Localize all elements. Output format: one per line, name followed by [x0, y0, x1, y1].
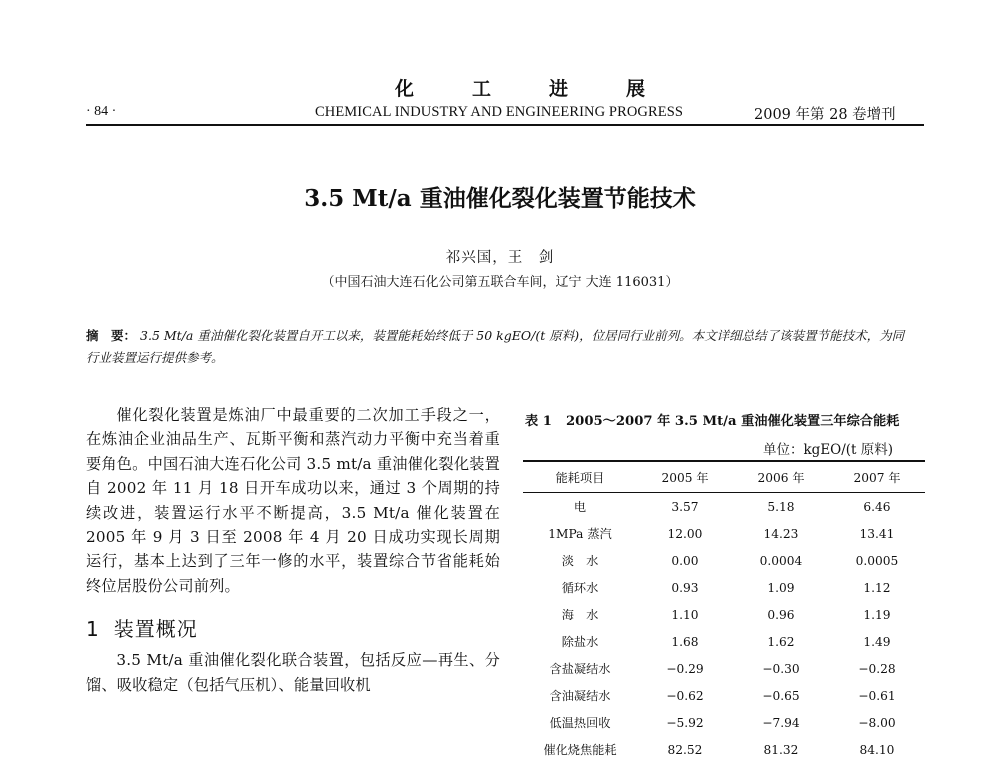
table-row: [523, 601, 925, 628]
journal-title-char: 进: [548, 78, 568, 100]
abstract-label: 摘 要：: [86, 328, 137, 343]
article-authors: 祁兴国，王 剑: [445, 250, 555, 266]
abstract-text: 3.5 Mt/a 重油催化裂化装置自开工以来，装置能耗始终低于 50 kgEO/(t 原料)，位居同行业前列。本文详细总结了该装置节能技术，为同行业装置运行提供参考。: [86, 328, 905, 365]
page-number: · 84 ·: [86, 104, 117, 119]
table-cell: 淡 水: [561, 554, 599, 568]
table-cell: 1.68: [671, 634, 699, 649]
table-cell: 低温热回收: [549, 716, 611, 730]
table-cell: 含盐凝结水: [549, 662, 611, 676]
table-caption: [525, 410, 899, 429]
table-cell: 82.52: [667, 742, 703, 757]
table-unit: 单位：kgEO/(t 原料): [763, 442, 894, 458]
table-row: [523, 493, 925, 521]
table-cell: −8.00: [858, 715, 896, 730]
table-cell: −0.29: [666, 661, 704, 676]
table-row: [523, 574, 925, 601]
table-cell: 除盐水: [561, 635, 599, 649]
table-cell: 0.0005: [855, 553, 899, 568]
table-cell: 1.19: [863, 607, 891, 622]
header-rule: [86, 124, 924, 126]
table-caption-text: 2005～2007 年 3.5 Mt/a 重油催化装置三年综合能耗: [565, 414, 900, 429]
journal-title-char: 化: [395, 78, 415, 100]
table-cell: 1.10: [671, 607, 699, 622]
body-left-column: [86, 403, 500, 697]
table-cell: 5.18: [767, 499, 795, 514]
table-cell: 电: [573, 500, 587, 514]
column-header: 能耗项目: [523, 461, 637, 493]
table-cell: 催化烧焦能耗: [543, 743, 617, 757]
table-cell: 1.12: [863, 580, 891, 595]
table-cell: 循环水: [561, 581, 599, 595]
table-cell: 1.49: [863, 634, 891, 649]
column-header: 2007 年: [829, 461, 925, 493]
table-row: [523, 655, 925, 682]
table-cell: 12.00: [667, 526, 703, 541]
table-cell: −0.28: [858, 661, 896, 676]
section-number: 1: [86, 617, 100, 642]
table-cell: 81.32: [763, 742, 799, 757]
abstract: [86, 325, 916, 369]
table-row: [523, 736, 925, 763]
energy-consumption-table: [523, 460, 925, 763]
table-row: [523, 628, 925, 655]
journal-title-char: 工: [471, 78, 491, 100]
intro-paragraph: 催化裂化装置是炼油厂中最重要的二次加工手段之一，在炼油企业油品生产、瓦斯平衡和蒸汽动力平衡中充当着重要角色。中国石油大连石化公司 3.5 mt/a 重油催化裂化装置自 2002 年 11 月 18 日开车成功以来，通过 3 个周期的持续改进，装置运行水平不断提高，3.5 Mt/a 催化装置在 2005 年 9 月 3 日至 2008 年 4 月 20 日成功实现长周期运行，基本上达到了三年一修的水平，装置综合节省能耗始终位居股份公司前列。: [86, 406, 500, 595]
table-cell: 0.0004: [759, 553, 803, 568]
journal-title-en: CHEMICAL INDUSTRY AND ENGINEERING PROGRESS: [315, 104, 684, 120]
table-cell: −5.92: [666, 715, 704, 730]
table-cell: 1MPa 蒸汽: [548, 527, 612, 541]
table-cell: −0.30: [762, 661, 800, 676]
table-cell: 1.62: [767, 634, 795, 649]
table-cell: 含油凝结水: [549, 689, 611, 703]
author-affiliation: （中国石油大连石化公司第五联合车间，辽宁 大连 116031）: [321, 275, 679, 290]
section-title: 装置概况: [113, 617, 198, 642]
journal-title-char: 展: [625, 78, 645, 100]
column-header: 2006 年: [733, 461, 829, 493]
section-heading: [86, 613, 500, 642]
table-row: [523, 709, 925, 736]
table-cell: −7.94: [762, 715, 800, 730]
table-cell: 6.46: [863, 499, 891, 514]
article-title: 3.5 Mt/a 重油催化裂化装置节能技术: [304, 185, 696, 212]
issue-info: 2009 年第 28 卷增刊: [754, 107, 896, 123]
journal-title-cn: [395, 74, 645, 101]
table-cell: 0.96: [767, 607, 795, 622]
table-cell: −0.61: [858, 688, 896, 703]
table-cell: 1.09: [767, 580, 795, 595]
table-cell: 3.57: [671, 499, 699, 514]
table-header-row: [523, 461, 925, 493]
table-number: 表 1: [525, 414, 552, 429]
table-cell: 0.93: [671, 580, 699, 595]
table-cell: 84.10: [859, 742, 895, 757]
table-cell: 13.41: [859, 526, 895, 541]
table-row: [523, 547, 925, 574]
table-row: [523, 520, 925, 547]
table-cell: 0.00: [671, 553, 699, 568]
table-cell: 14.23: [763, 526, 799, 541]
table-cell: −0.65: [762, 688, 800, 703]
section-paragraph: 3.5 Mt/a 重油催化裂化联合装置，包括反应—再生、分馏、吸收稳定（包括气压机）、能量回收机: [86, 651, 500, 694]
table-row: [523, 682, 925, 709]
table-cell: −0.62: [666, 688, 704, 703]
column-header: 2005 年: [637, 461, 733, 493]
table-cell: 海 水: [561, 608, 599, 622]
